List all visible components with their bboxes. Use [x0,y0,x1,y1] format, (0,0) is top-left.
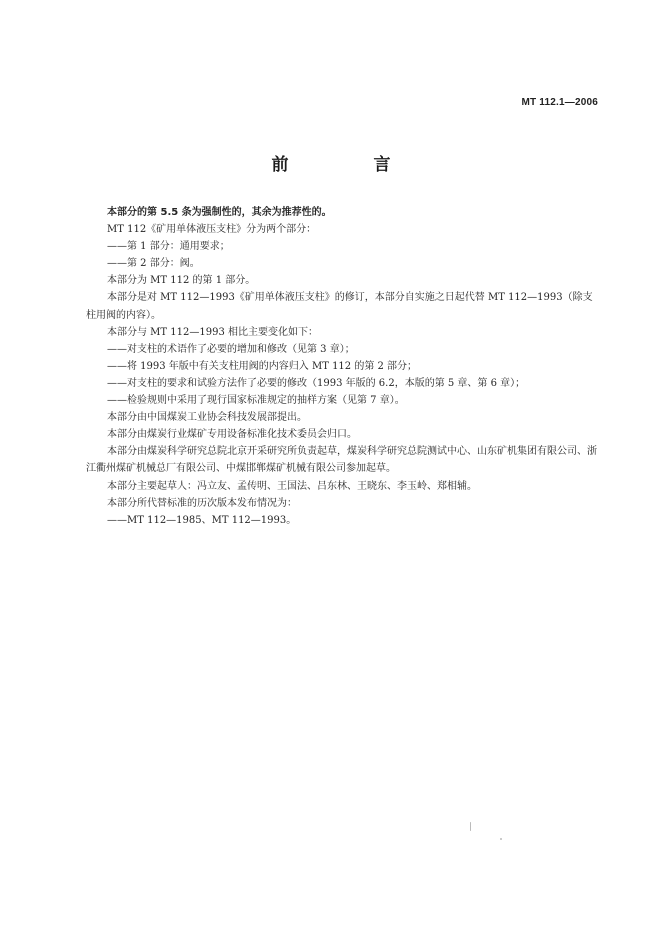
paragraph-changes-intro: 本部分与 MT 112—1993 相比主要变化如下： [107,326,318,338]
paragraph-change-2: ——将 1993 年版中有关支柱用阀的内容归入 MT 112 的第 2 部分； [107,360,418,372]
paragraph-change-1: ——对支柱的术语作了必要的增加和修改（见第 3 章）； [107,343,355,355]
paragraph-history-intro: 本部分所代替标准的历次版本发布情况为： [107,497,297,509]
scan-speck [470,822,471,831]
paragraph-part-1: ——第 1 部分：通用要求； [107,241,230,253]
paragraph-proposed-by: 本部分由中国煤炭工业协会科技发展部提出。 [107,412,307,424]
paragraph-parts-intro: MT 112《矿用单体液压支柱》分为两个部分： [107,224,317,236]
paragraph-drafted-by: 本部分由煤炭科学研究总院北京开采研究所负责起草，煤炭科学研究总院测试中心、山东矿机集团有限公司、浙江衢州煤矿机械总厂有限公司、中煤邯郸煤矿机械有限公司参加起草。 [86,446,597,475]
paragraph-this-part: 本部分为 MT 112 的第 1 部分。 [107,275,256,287]
paragraph-mandatory-note: 本部分的第 5.5 条为强制性的，其余为推荐性的。 [107,207,332,218]
paragraph-drafters: 本部分主要起草人：冯立友、孟传明、王国法、吕东林、王晓东、李玉岭、郑相辅。 [107,480,477,492]
paragraph-change-4: ——检验规则中采用了现行国家标准规定的抽样方案（见第 7 章）。 [107,395,405,407]
page-title: 前 言 [271,155,425,175]
paragraph-centralized-by: 本部分由煤炭行业煤矿专用设备标准化技术委员会归口。 [107,429,357,441]
foreword-body [86,204,598,529]
paragraph-history: ——MT 112—1985、MT 112—1993。 [107,514,297,526]
paragraph-revision: 本部分是对 MT 112—1993《矿用单体液压支柱》的修订，本部分自实施之日起代替 MT 112—1993（除支柱用阀的内容）。 [86,292,593,321]
paragraph-part-2: ——第 2 部分：阀。 [107,258,200,270]
scan-speck [500,838,502,840]
paragraph-change-3: ——对支柱的要求和试验方法作了必要的修改（1993 年版的 6.2，本版的第 5 章、第 6 章）； [107,377,526,389]
document-code: MT 112.1—2006 [521,97,598,108]
